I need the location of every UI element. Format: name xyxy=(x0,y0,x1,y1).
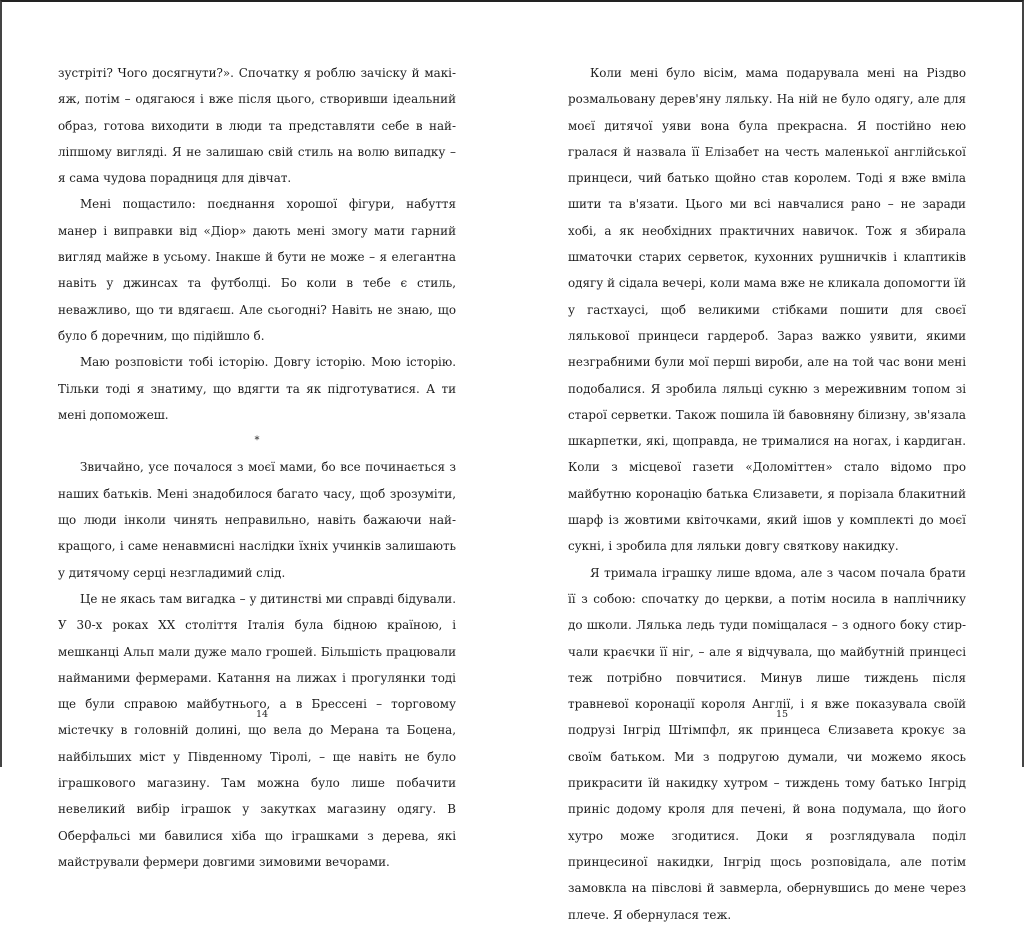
paragraph: Мені пощастило: поєднання хорошої фігури, набуття манер і виправки від «Діор» дають мені змогу мати гарний вигляд майже в усьому. Інакше й бути не може – я елегантна навіть у джинсах та футболці. Бо коли в тебе є стиль, неважливо, що ти вдягаєш. Але сьогодні? Навіть не знаю, що було б доречним, що підійшло б. xyxy=(58,197,456,343)
right-page-text xyxy=(568,60,966,928)
page-number-left: 14 xyxy=(256,709,269,720)
left-page-text xyxy=(58,60,456,875)
right-page xyxy=(568,60,966,922)
left-page xyxy=(58,60,456,869)
section-divider: * xyxy=(254,435,260,447)
paragraph: Маю розповісти тобі історію. Довгу історію. Мою історію. Тільки тоді я знатиму, що вдягти та як підготуватися. А ти мені допоможеш. xyxy=(58,355,456,422)
paragraph: зустріті? Чого досягнути?». Спочатку я роблю зачіску й макіяж, потім – одягаюся і вже після цього, створивши ідеальний образ, готова виходити в люди та представляти себе в найліпшому вигляді. Я не залишаю свій стиль на волю випадку – я сама чудова порадниця для дівчат. xyxy=(58,66,456,186)
paragraph: Я тримала іграшку лише вдома, але з часом почала брати її з собою: спочатку до церкви, а потім носила в наплічнику до школи. Лялька ледь туди поміщалася – з одного боку стирчали краєчки її ніг, – але я відчувала, що майбутній принцесі теж потрібно повчитися. Минув лише тиждень після травневої коронації короля Англії, і я вже показувала своїй подрузі Інгрід Штімпфл, як принцеса Єлизавета крокує за своїм батьком. Ми з подругою думали, чи можемо якось прикрасити їй накидку хутром – тиждень тому батько Інгрід приніс додому кроля для печені, й вона подумала, що його хутро може згодитися. Доки я розглядувала поділ принцесиної накидки, Інгрід щось розповідала, але потім замовкла на півслові й завмерла, обернувшись до мене через плече. Я обернулася теж. xyxy=(568,565,966,922)
paragraph: Звичайно, усе почалося з моєї мами, бо все починається з наших батьків. Мені знадобилося багато часу, щоб зрозуміти, що люди інколи чинять неправильно, навіть бажаючи найкращого, і саме ненавмисні наслідки їхніх учинків залишають у дитячому серці незгладимий слід. xyxy=(58,460,456,580)
paragraph: Це не якась там вигадка – у дитинстві ми справді бідували. У 30-х роках XX століття Італія була бідною країною, і мешканці Альп мали дуже мало грошей. Більшість працювали найманими фермерами. Катання на лижах і прогулянки тоді ще були справою майбутнього, а в Брессені – торговому містечку в головній долині, що вела до Мерана та Боцена, найбільших міст у Південному Тіролі, – ще навіть не було іграшкового магазину. Там можна було лише побачити невеликий вибір іграшок у закутках магазину одягу. В Оберфальсі ми бавилися хіба що іграшками з дерева, які майстрували фермери довгими зимовими вечорами. xyxy=(58,591,456,869)
paragraph: Коли мені було вісім, мама подарувала мені на Різдво розмальовану дерев'яну ляльку. На ній не було одягу, але для моєї дитячої уяви вона була прекрасна. Я постійно нею гралася й назвала її Елізабет на честь маленької англійської принцеси, чий батько щойно став королем. Тоді я вже вміла шити та в'язати. Цього ми всі навчалися рано – не заради хобі, а як необхідних практичних навичок. Тож я збирала шматочки старих серветок, кухонних рушничків і клаптиків одягу й сідала вечері, коли мама вже не кликала допомогти їй у гастхаусі, щоб великими стібками пошити для своєї лялькової принцеси гардероб. Зараз важко уявити, якими незграбними були мої перші вироби, але на той час вони мені подобалися. Я зробила ляльці сукню з мереживним топом зі старої серветки. Також пошила їй бавовняну білизну, зв'язала шкарпетки, які, щоправда, не трималися на ногах, і кардиган. Коли з місцевої газети «Доломіттен» стало відомо про майбутню коронацію батька Єлизавети, я порізала блакитний шарф із жовтими квіточками, який ішов у комплекті до моєї сукні, і зробила для ляльки довгу святкову накидку. xyxy=(568,66,966,554)
page-number-right: 15 xyxy=(776,709,789,720)
